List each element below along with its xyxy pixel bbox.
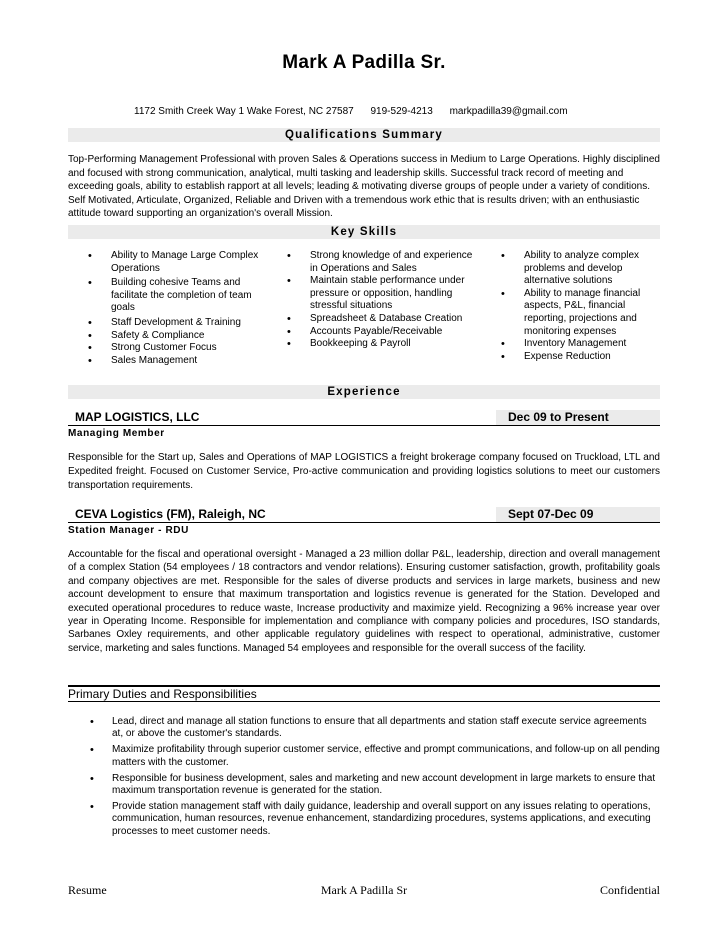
- job-header-ceva-logistics: [68, 507, 660, 523]
- qualifications-heading: Qualifications Summary: [68, 128, 660, 142]
- job-dates: Sept 07-Dec 09: [508, 507, 594, 521]
- job-dates: Dec 09 to Present: [508, 410, 609, 424]
- duties-list: [90, 716, 660, 842]
- footer-center: Mark A Padilla Sr: [320, 883, 408, 897]
- email[interactable]: markpadilla39@gmail.com: [449, 106, 568, 117]
- skill-item: • Strong Customer Focus: [88, 342, 268, 355]
- skill-item: • Safety & Compliance: [88, 330, 268, 343]
- duty-item: • Lead, direct and manage all station functions to ensure that all departments and station staff execute service agreements at, or above the customer's standards.: [90, 716, 660, 740]
- duty-item: • Provide station management staff with daily guidance, leadership and overall support on any issues relating to operations, communication, human resources, revenue enhancement, standardizing procedures, systems applications, and executing processes to meet customer needs.: [90, 801, 660, 838]
- skill-item: • Bookkeeping & Payroll: [287, 338, 479, 351]
- company-name: CEVA Logistics (FM), Raleigh, NC: [75, 507, 266, 521]
- footer-right: Confidential: [600, 883, 660, 897]
- footer-left: Resume: [68, 883, 107, 897]
- phone: 919-529-4213: [370, 106, 433, 117]
- skill-item: • Staff Development & Training: [88, 317, 268, 330]
- skills-column-1: [88, 250, 268, 367]
- job-role: Station Manager - RDU: [68, 525, 189, 536]
- skill-item: • Inventory Management: [501, 338, 661, 351]
- skill-item: • Expense Reduction: [501, 351, 661, 364]
- skill-item: • Spreadsheet & Database Creation: [287, 313, 479, 326]
- skill-item: • Maintain stable performance under pressure or opposition, handling stressful situations: [287, 275, 479, 313]
- job-description: Accountable for the fiscal and operational oversight - Managed a 23 million dollar P&L, leadership, direction and overall management of a complex Station (54 employees / 18 contractors and vendor relations). Ensuring customer satisfaction, growth, profitability goals and company objectives are met. Responsible for the sales of diverse products and services in large markets, business and new account development to ensure that maximum transportation and logistics revenue is generated for the Station. Developed and executed operational procedures to reduce waste, Increase productivity and maximize yield. Recognizing a 96% increase year over year in Operating Income. Responsible for implementation and compliance with company policies and procedures, ISO standards, Sarbanes Oxley requirements, and other applicable regulatory guidelines with respect to operational, administrative, customer service, marketing and sales functions. Managed 54 employees and responsible for the overall success of the facility.: [68, 549, 660, 654]
- key-skills-heading: Key Skills: [68, 225, 660, 239]
- company-name: MAP LOGISTICS, LLC: [75, 410, 200, 424]
- experience-heading: Experience: [68, 385, 660, 399]
- job-role: Managing Member: [68, 428, 165, 439]
- page-footer: [68, 883, 660, 897]
- skills-column-3: [501, 250, 661, 363]
- job-header-map-logistics: [68, 410, 660, 426]
- duty-item: • Maximize profitability through superior customer service, effective and prompt communications, and follow-up on all pending matters with the customer.: [90, 744, 660, 768]
- duty-item: • Responsible for business development, sales and marketing and new account development in large markets to ensure that maximum transportation revenue is generated for the station.: [90, 773, 660, 797]
- skill-item: • Building cohesive Teams and facilitate the completion of team goals: [88, 277, 268, 315]
- skills-column-2: [287, 250, 479, 351]
- skill-item: • Ability to analyze complex problems and develop alternative solutions: [501, 250, 661, 288]
- candidate-name: Mark A Padilla Sr.: [282, 52, 446, 73]
- skill-item: • Ability to Manage Large Complex Operations: [88, 250, 268, 275]
- skill-item: • Ability to manage financial aspects, P&L, financial reporting, projections and monitoring expenses: [501, 288, 661, 338]
- skill-item: • Accounts Payable/Receivable: [287, 326, 479, 339]
- address: 1172 Smith Creek Way 1 Wake Forest, NC 27587: [134, 106, 354, 117]
- qualifications-summary: Top-Performing Management Professional with proven Sales & Operations success in Medium to Large Operations. Highly disciplined and focused with strong communication, analytical, multi tasking and leadership skills. Successful track record of meeting and exceeding goals, ability to establish rapport at all levels; leading & motivating diverse groups of people under a variety of conditions. Self Motivated, Articulate, Organized, Reliable and Driven with a tremendous work ethic that is results driven; with an enthusiastic attitude toward supporting an organization's overall Mission.: [68, 154, 660, 220]
- skill-item: • Sales Management: [88, 355, 268, 368]
- skill-item: • Strong knowledge of and experience in Operations and Sales: [287, 250, 479, 275]
- duties-heading-text: Primary Duties and Responsibilities: [68, 687, 257, 701]
- job-description: Responsible for the Start up, Sales and Operations of MAP LOGISTICS a freight brokerage company focused on Truckload, LTL and Expedited freight. Focused on Customer Service, Pro-active communication and providing logistics solutions to meet our customers transportation requirements.: [68, 452, 660, 491]
- contact-line: [134, 106, 654, 117]
- duties-heading: [68, 685, 660, 702]
